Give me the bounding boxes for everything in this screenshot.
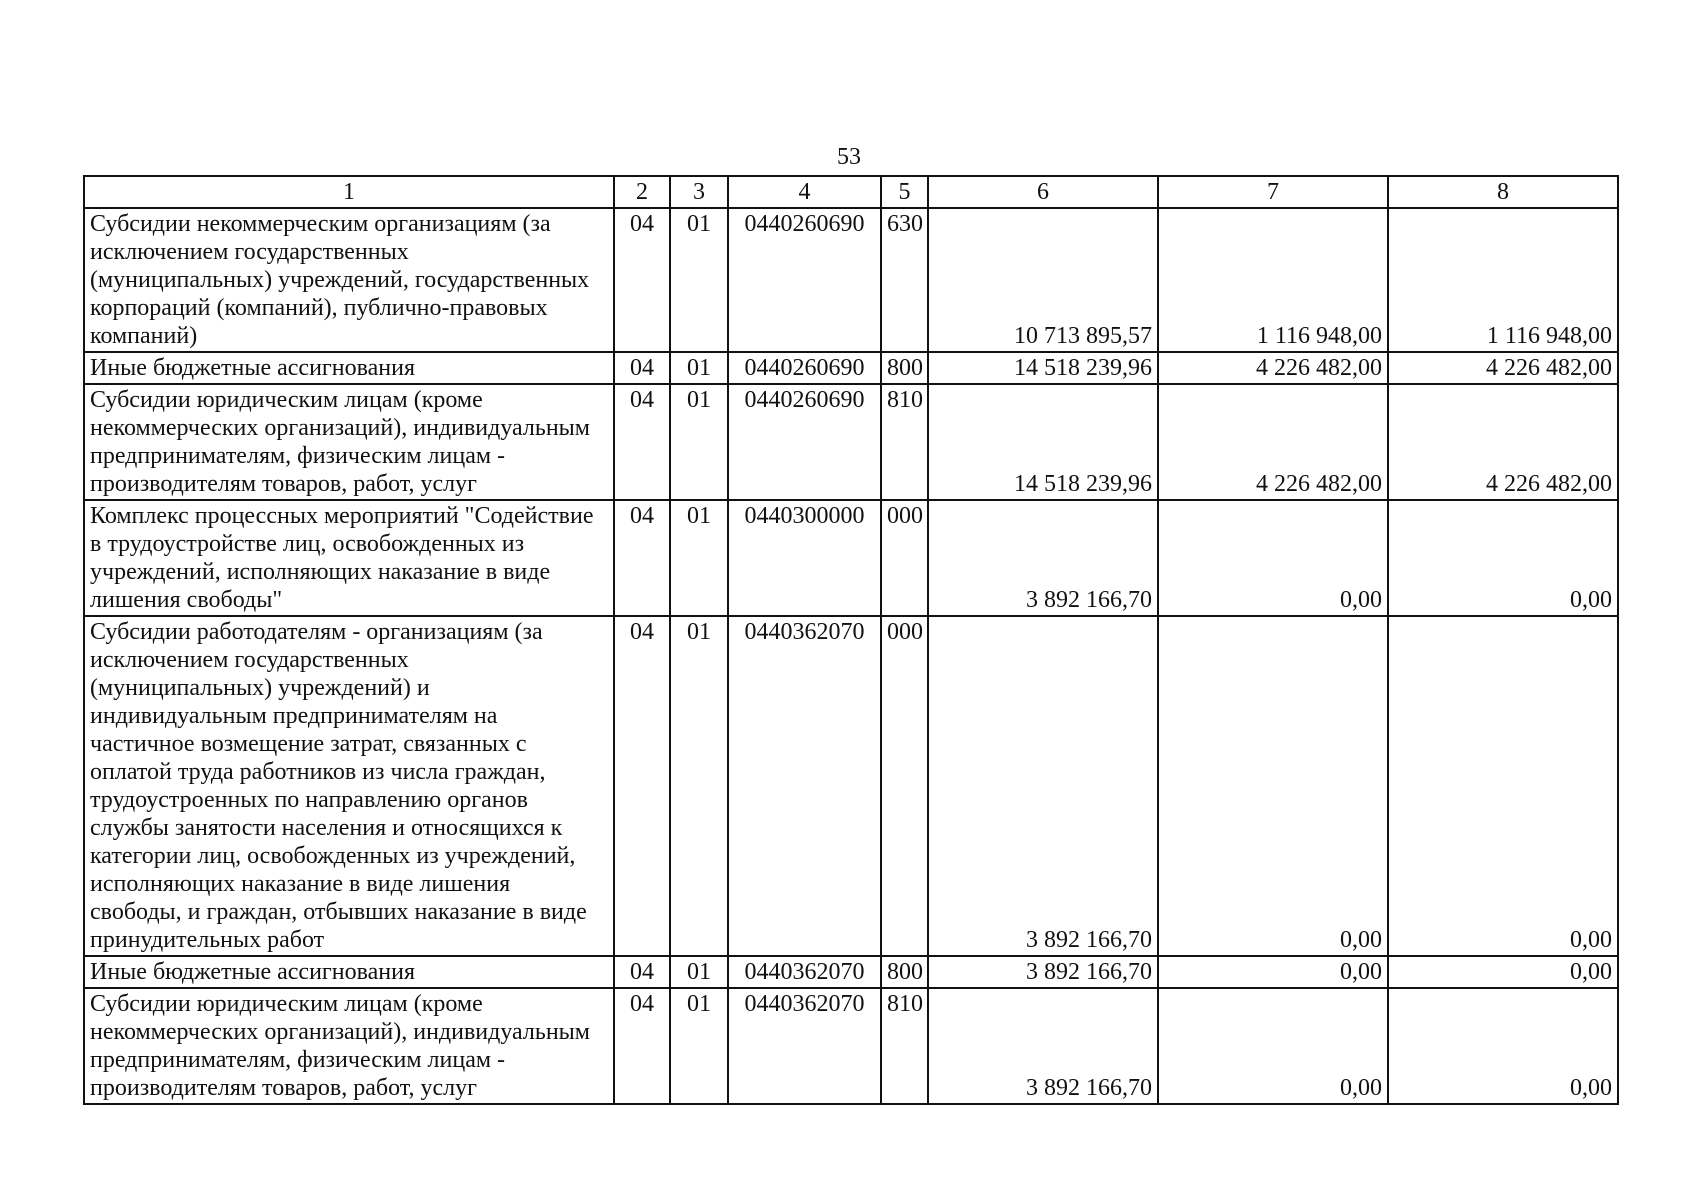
subsection-code: 01 — [670, 616, 728, 956]
row-description: Субсидии юридическим лицам (кроме некоммерческих организаций), индивидуальным предпринимателям, физическим лицам - производителям товаров, работ, услуг — [84, 988, 614, 1104]
column-header-5: 5 — [881, 176, 928, 208]
amount-column-8: 0,00 — [1388, 616, 1618, 956]
amount-column-7: 0,00 — [1158, 956, 1388, 988]
expense-type-code: 000 — [881, 616, 928, 956]
section-code: 04 — [614, 956, 670, 988]
subsection-code: 01 — [670, 352, 728, 384]
amount-column-7: 0,00 — [1158, 500, 1388, 616]
amount-column-6: 3 892 166,70 — [928, 956, 1158, 988]
amount-column-8: 0,00 — [1388, 500, 1618, 616]
expense-type-code: 800 — [881, 956, 928, 988]
section-code: 04 — [614, 352, 670, 384]
amount-column-6: 10 713 895,57 — [928, 208, 1158, 352]
column-header-1: 1 — [84, 176, 614, 208]
section-code: 04 — [614, 988, 670, 1104]
target-article-code: 0440260690 — [728, 352, 881, 384]
amount-column-8: 1 116 948,00 — [1388, 208, 1618, 352]
table-row — [84, 616, 1618, 956]
table-row — [84, 956, 1618, 988]
subsection-code: 01 — [670, 208, 728, 352]
table-row — [84, 500, 1618, 616]
column-header-2: 2 — [614, 176, 670, 208]
target-article-code: 0440300000 — [728, 500, 881, 616]
page-number: 53 — [837, 144, 861, 170]
row-description: Субсидии некоммерческим организациям (за исключением государственных (муниципальных) учреждений, государственных корпораций (компаний), публично-правовых компаний) — [84, 208, 614, 352]
amount-column-7: 1 116 948,00 — [1158, 208, 1388, 352]
expense-type-code: 810 — [881, 384, 928, 500]
expense-type-code: 810 — [881, 988, 928, 1104]
amount-column-8: 0,00 — [1388, 988, 1618, 1104]
target-article-code: 0440362070 — [728, 988, 881, 1104]
amount-column-6: 3 892 166,70 — [928, 500, 1158, 616]
table-row — [84, 384, 1618, 500]
expense-type-code: 800 — [881, 352, 928, 384]
expense-type-code: 630 — [881, 208, 928, 352]
column-header-7: 7 — [1158, 176, 1388, 208]
subsection-code: 01 — [670, 988, 728, 1104]
target-article-code: 0440362070 — [728, 616, 881, 956]
column-header-3: 3 — [670, 176, 728, 208]
column-header-6: 6 — [928, 176, 1158, 208]
target-article-code: 0440260690 — [728, 384, 881, 500]
row-description: Субсидии работодателям - организациям (за исключением государственных (муниципальных) учреждений) и индивидуальным предпринимателям на частичное возмещение затрат, связанных с оплатой труда работников из числа граждан, трудоустроенных по направлению органов службы занятости населения и относящихся к категории лиц, освобожденных из учреждений, исполняющих наказание в виде лишения свободы, и граждан, отбывших наказание в виде принудительных работ — [84, 616, 614, 956]
column-header-4: 4 — [728, 176, 881, 208]
table-row — [84, 208, 1618, 352]
amount-column-6: 3 892 166,70 — [928, 988, 1158, 1104]
amount-column-7: 0,00 — [1158, 616, 1388, 956]
target-article-code: 0440362070 — [728, 956, 881, 988]
subsection-code: 01 — [670, 956, 728, 988]
row-description: Иные бюджетные ассигнования — [84, 956, 614, 988]
amount-column-8: 4 226 482,00 — [1388, 384, 1618, 500]
section-code: 04 — [614, 616, 670, 956]
amount-column-6: 3 892 166,70 — [928, 616, 1158, 956]
column-header-8: 8 — [1388, 176, 1618, 208]
amount-column-7: 4 226 482,00 — [1158, 352, 1388, 384]
budget-table — [83, 175, 1619, 1105]
amount-column-8: 4 226 482,00 — [1388, 352, 1618, 384]
section-code: 04 — [614, 384, 670, 500]
row-description: Комплекс процессных мероприятий "Содействие в трудоустройстве лиц, освобожденных из учреждений, исполняющих наказание в виде лишения свободы" — [84, 500, 614, 616]
amount-column-6: 14 518 239,96 — [928, 352, 1158, 384]
amount-column-7: 4 226 482,00 — [1158, 384, 1388, 500]
expense-type-code: 000 — [881, 500, 928, 616]
row-description: Субсидии юридическим лицам (кроме некоммерческих организаций), индивидуальным предпринимателям, физическим лицам - производителям товаров, работ, услуг — [84, 384, 614, 500]
table-row — [84, 352, 1618, 384]
amount-column-8: 0,00 — [1388, 956, 1618, 988]
subsection-code: 01 — [670, 500, 728, 616]
subsection-code: 01 — [670, 384, 728, 500]
table-row — [84, 988, 1618, 1104]
target-article-code: 0440260690 — [728, 208, 881, 352]
section-code: 04 — [614, 208, 670, 352]
amount-column-6: 14 518 239,96 — [928, 384, 1158, 500]
section-code: 04 — [614, 500, 670, 616]
row-description: Иные бюджетные ассигнования — [84, 352, 614, 384]
table-header-row — [84, 176, 1618, 208]
amount-column-7: 0,00 — [1158, 988, 1388, 1104]
